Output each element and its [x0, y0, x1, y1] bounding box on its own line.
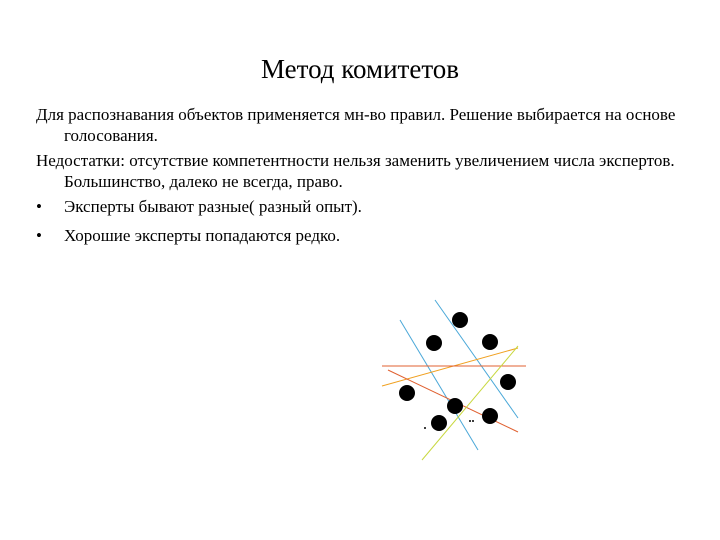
data-point — [447, 398, 463, 414]
data-point — [426, 335, 442, 351]
bullet-icon: • — [36, 197, 42, 216]
speck-mark — [472, 420, 474, 422]
bullet-item-experts-differ — [36, 196, 696, 217]
data-point — [482, 334, 498, 350]
bullet-text: Хорошие эксперты попадаются редко. — [64, 226, 341, 245]
slide-body — [36, 104, 696, 254]
separator-line-blue-2 — [435, 300, 518, 418]
data-point — [399, 385, 415, 401]
separator-line-yellow — [422, 346, 518, 460]
bullet-text: Эксперты бывают разные( разный опыт). — [64, 197, 362, 216]
paragraph-recognition: Для распознавания объектов применяется мн-во правил. Решение выбирается на основе голосования. — [36, 105, 676, 145]
slide-title: Метод комитетов — [260, 54, 460, 84]
data-point — [452, 312, 468, 328]
data-point — [482, 408, 498, 424]
committee-diagram — [360, 290, 540, 470]
bullet-icon: • — [36, 226, 42, 245]
separator-line-orange — [382, 348, 518, 386]
speck-mark — [424, 427, 426, 429]
bullet-item-good-experts-rare — [36, 225, 696, 246]
paragraph-drawbacks: Недостатки: отсутствие компетентности нельзя заменить увеличением числа экспертов. Большинство, далеко не всегда, право. — [36, 151, 675, 191]
speck-mark — [469, 420, 471, 422]
data-point — [500, 374, 516, 390]
data-point — [431, 415, 447, 431]
